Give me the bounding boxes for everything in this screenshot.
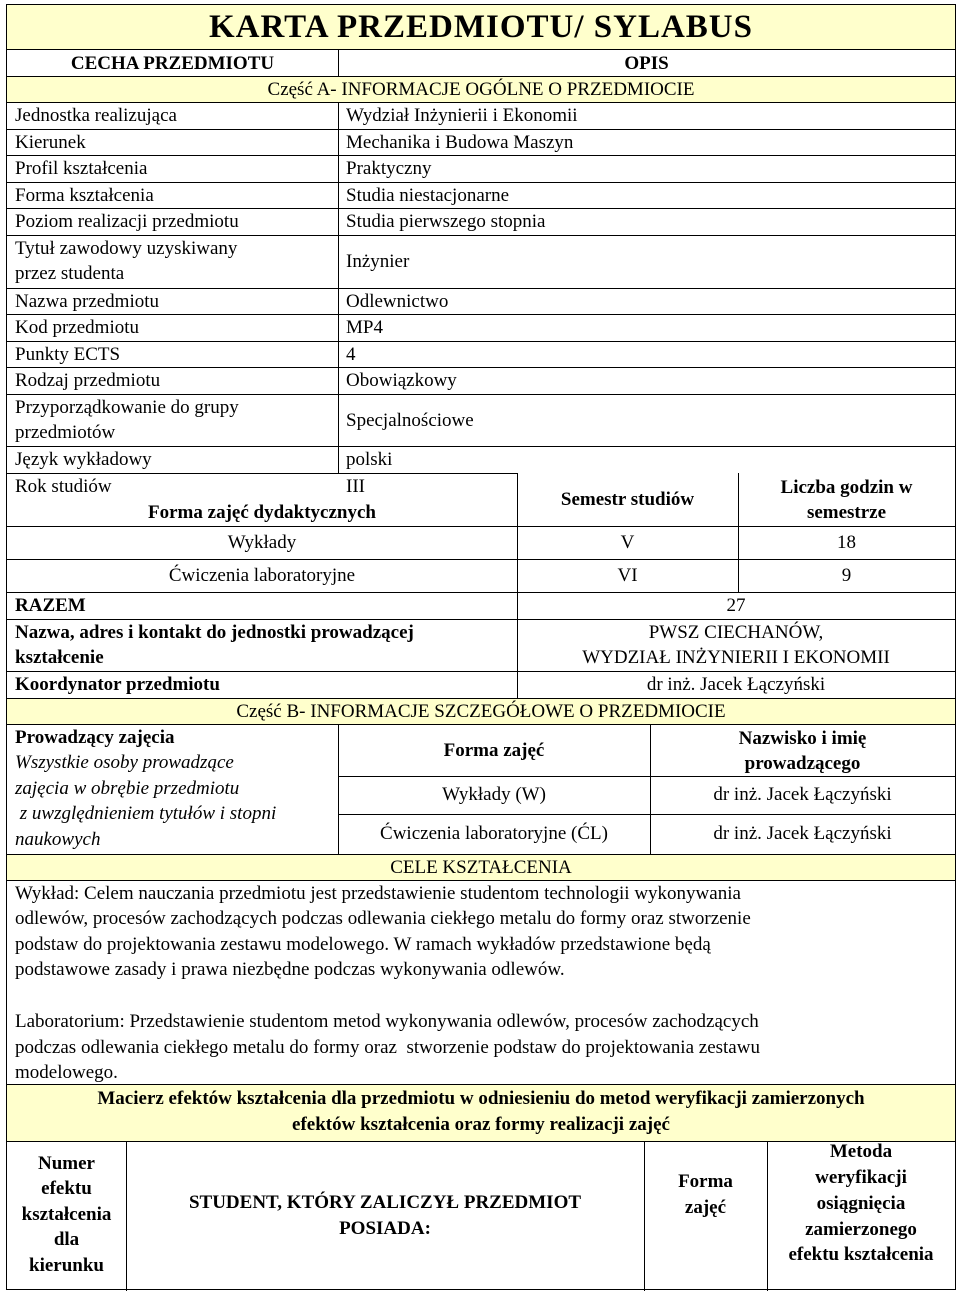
row-value-ects: 4 bbox=[346, 344, 356, 365]
row-label-type: Rodzaj przedmiotu bbox=[15, 370, 161, 391]
row-value-level: Studia pierwszego stopnia bbox=[346, 211, 546, 232]
row-value-form: Studia niestacjonarne bbox=[346, 185, 510, 206]
form-hours-labs: 9 bbox=[841, 565, 852, 586]
forms-header: Forma zajęć dydaktycznych bbox=[148, 502, 376, 523]
row-label-level: Poziom realizacji przedmiotu bbox=[15, 211, 239, 232]
matrix-col3-line1: Forma bbox=[678, 1171, 733, 1192]
unit-contact-label-line2: kształcenie bbox=[15, 647, 104, 668]
row-label-code: Kod przedmiotu bbox=[15, 317, 140, 338]
teachers-note-line4: naukowych bbox=[15, 829, 101, 850]
row-label-ects: Punkty ECTS bbox=[15, 344, 121, 365]
matrix-col2-line2: POSIADA: bbox=[339, 1218, 431, 1239]
matrix-col1-line4: dla bbox=[53, 1229, 80, 1250]
teachers-note-line2: zajęcia w obrębie przedmiotu bbox=[15, 778, 240, 799]
unit-contact-value-line2: WYDZIAŁ INŻYNIERII I EKONOMII bbox=[582, 647, 890, 668]
teacher-name-labs: dr inż. Jacek Łączyński bbox=[713, 823, 892, 844]
goals-heading: CELE KSZTAŁCENIA bbox=[390, 857, 572, 878]
row-label-language: Język wykładowy bbox=[15, 449, 152, 470]
row-value-subject-name: Odlewnictwo bbox=[346, 291, 449, 312]
matrix-col4-line3: osiągnięcia bbox=[816, 1193, 906, 1214]
semester-header: Semestr studiów bbox=[560, 489, 695, 510]
teacher-form-lectures: Wykłady (W) bbox=[442, 784, 546, 805]
form-name-lectures: Wykłady bbox=[227, 532, 297, 553]
goals-lecture-line4: podstawowe zasady i prawa niezbędne podczas wykonywania odlewów. bbox=[15, 959, 565, 980]
feature-column-header: CECHA PRZEDMIOTU bbox=[70, 53, 275, 74]
coordinator-value: dr inż. Jacek Łączyński bbox=[646, 674, 826, 695]
unit-contact-value-line1: PWSZ CIECHANÓW, bbox=[648, 622, 824, 643]
document-title: KARTA PRZEDMIOTU/ SYLABUS bbox=[209, 9, 753, 45]
part-b-heading: Część B- INFORMACJE SZCZEGÓŁOWE O PRZEDMIOCIE bbox=[236, 701, 726, 722]
goals-lecture-line3: podstaw do projektowania zestawu modelowego. W ramach wykładów przedstawione będą bbox=[15, 934, 711, 955]
form-hours-lectures: 18 bbox=[837, 532, 856, 553]
matrix-col1-line1: Numer bbox=[38, 1153, 95, 1174]
unit-contact-label-line1: Nazwa, adres i kontakt do jednostki prowadzącej bbox=[15, 622, 414, 643]
row-value-field: Mechanika i Budowa Maszyn bbox=[346, 132, 574, 153]
matrix-col1-line3: kształcenia bbox=[21, 1204, 112, 1225]
form-name-labs: Ćwiczenia laboratoryjne bbox=[168, 565, 356, 586]
row-label-degree-line1: Tytuł zawodowy uzyskiwany bbox=[15, 238, 238, 259]
row-label-year: Rok studiów bbox=[15, 476, 112, 497]
teacher-name-lectures: dr inż. Jacek Łączyński bbox=[713, 784, 892, 805]
row-label-subject-name: Nazwa przedmiotu bbox=[15, 291, 160, 312]
teacher-name-header-line1: Nazwisko i imię bbox=[738, 728, 867, 749]
matrix-col4-line5: efektu kształcenia bbox=[788, 1244, 934, 1265]
form-semester-lectures: V bbox=[620, 532, 635, 553]
hours-header-line2: semestrze bbox=[806, 502, 887, 523]
row-label-group-line1: Przyporządkowanie do grupy bbox=[15, 397, 239, 418]
goals-lab-line3: modelowego. bbox=[15, 1062, 118, 1083]
matrix-col4-line2: weryfikacji bbox=[815, 1167, 907, 1188]
total-label: RAZEM bbox=[15, 595, 86, 616]
description-column-header: OPIS bbox=[624, 53, 669, 74]
teacher-form-labs: Ćwiczenia laboratoryjne (ĆL) bbox=[380, 823, 608, 844]
goals-lecture-line1: Wykład: Celem nauczania przedmiotu jest przedstawienie studentom technologii wykonywania bbox=[15, 883, 741, 904]
matrix-heading-line1: Macierz efektów kształcenia dla przedmiotu w odniesieniu do metod weryfikacji zamierzonych bbox=[97, 1088, 865, 1109]
matrix-col1-line5: kierunku bbox=[29, 1255, 104, 1276]
total-value: 27 bbox=[726, 595, 746, 616]
row-label-unit: Jednostka realizująca bbox=[15, 105, 177, 126]
row-label-profile: Profil kształcenia bbox=[15, 158, 148, 179]
row-value-group: Specjalnościowe bbox=[346, 410, 474, 431]
row-label-degree-line2: przez studenta bbox=[15, 263, 125, 284]
goals-lab-line1: Laboratorium: Przedstawienie studentom metod wykonywania odlewów, procesów zachodzących bbox=[15, 1011, 759, 1032]
row-value-year: III bbox=[346, 476, 365, 497]
matrix-col1-line2: efektu bbox=[41, 1178, 92, 1199]
row-value-language: polski bbox=[346, 449, 393, 470]
matrix-col2-line1: STUDENT, KTÓRY ZALICZYŁ PRZEDMIOT bbox=[188, 1192, 582, 1213]
row-value-type: Obowiązkowy bbox=[346, 370, 457, 391]
part-a-heading: Część A- INFORMACJE OGÓLNE O PRZEDMIOCIE bbox=[267, 79, 695, 100]
teachers-note-line3: z uwzględnieniem tytułów i stopni bbox=[15, 803, 277, 824]
goals-lab-line2: podczas odlewania ciekłego metalu do formy oraz stworzenie podstaw do projektowania zestawu bbox=[15, 1037, 760, 1058]
matrix-col3-line2: zajęć bbox=[684, 1197, 727, 1218]
row-label-form: Forma kształcenia bbox=[15, 185, 154, 206]
form-semester-labs: VI bbox=[617, 565, 638, 586]
goals-lecture-line2: odlewów, procesów zachodzących podczas odlewania ciekłego metalu do formy oraz stworzenie bbox=[15, 908, 751, 929]
hours-header-line1: Liczba godzin w bbox=[780, 477, 913, 498]
row-value-unit: Wydział Inżynierii i Ekonomii bbox=[346, 105, 578, 126]
matrix-heading-line2: efektów kształcenia oraz formy realizacji zajęć bbox=[292, 1114, 670, 1135]
syllabus-document bbox=[6, 4, 956, 1290]
row-label-field: Kierunek bbox=[15, 132, 86, 153]
row-value-code: MP4 bbox=[346, 317, 383, 338]
teacher-name-header-line2: prowadzącego bbox=[744, 753, 861, 774]
row-label-group-line2: przedmiotów bbox=[15, 422, 116, 443]
teachers-label: Prowadzący zajęcia bbox=[15, 727, 175, 748]
teacher-form-header: Forma zajęć bbox=[443, 740, 545, 761]
coordinator-label: Koordynator przedmiotu bbox=[15, 674, 220, 695]
row-value-degree: Inżynier bbox=[346, 251, 410, 272]
teachers-note-line1: Wszystkie osoby prowadzące bbox=[15, 752, 234, 773]
row-value-profile: Praktyczny bbox=[346, 158, 432, 179]
matrix-col4-line4: zamierzonego bbox=[805, 1219, 917, 1240]
matrix-col4-line1: Metoda bbox=[829, 1141, 893, 1162]
